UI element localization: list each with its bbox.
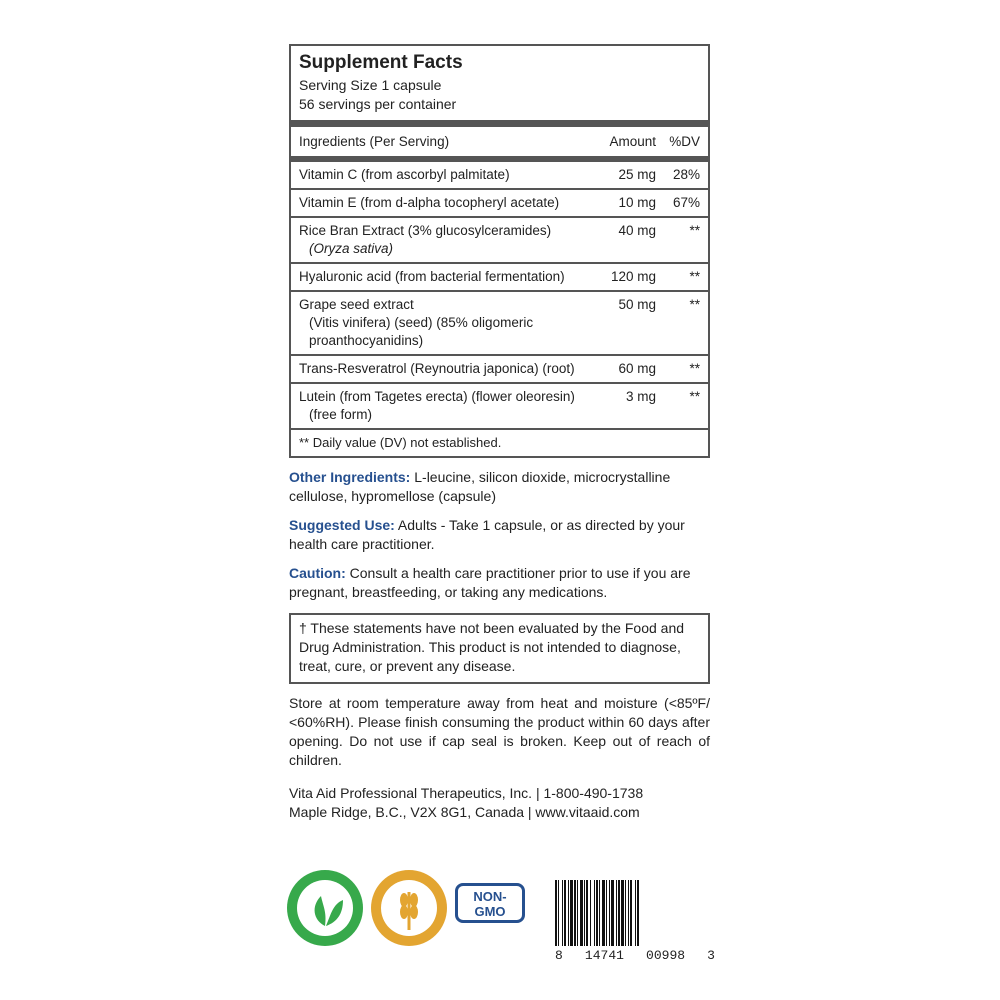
ingredient-name: Hyaluronic acid (from bacterial fermentation) (299, 269, 565, 284)
gluten-free-badge-icon (371, 870, 447, 946)
other-ingredients-label: Other Ingredients: (289, 469, 411, 485)
header-dv: %DV (669, 134, 700, 149)
ingredient-name: Rice Bran Extract (3% glucosylceramides) (299, 223, 552, 238)
vegan-badge-icon (287, 870, 363, 946)
barcode-digit-2: 14741 (584, 948, 624, 963)
ingredient-row (291, 264, 708, 292)
ingredient-sub: (Oryza sativa) (309, 241, 394, 256)
facts-title: Supplement Facts (299, 52, 463, 73)
ingredient-amount: 40 mg (618, 223, 656, 238)
ingredient-dv: ** (689, 223, 700, 238)
ingredient-amount: 3 mg (625, 389, 656, 404)
header-ingredients: Ingredients (Per Serving) (299, 134, 450, 149)
barcode-bar (639, 880, 640, 946)
ingredient-row (291, 292, 708, 356)
suggested-use (289, 516, 710, 554)
ingredient-row (291, 190, 708, 218)
ingredient-name: Vitamin C (from ascorbyl palmitate) (299, 167, 510, 182)
ingredient-row (291, 356, 708, 384)
other-ingredients (289, 468, 710, 506)
ingredient-name: Lutein (from Tagetes erecta) (flower oleoresin) (299, 389, 575, 404)
suggested-use-label: Suggested Use: (289, 517, 395, 533)
company-info (289, 784, 710, 822)
ingredient-amount: 25 mg (618, 167, 656, 182)
thick-divider (291, 120, 708, 127)
ingredient-amount: 60 mg (618, 361, 656, 376)
ingredient-sub: (Vitis vinifera) (seed) (85% oligomeric proanthocyanidins) (309, 315, 534, 348)
other-ingredients-text: L-leucine, silicon dioxide, microcrystalline cellulose, hypromellose (capsule) (289, 469, 671, 504)
header-amount: Amount (609, 134, 656, 149)
ingredient-name: Grape seed extract (299, 297, 414, 312)
storage-instructions: Store at room temperature away from heat and moisture (<85ºF/ <60%RH). Please finish consuming the product within 60 days after opening. Do not use if cap seal is broken. Keep out of reach of children. (289, 695, 710, 768)
ingredient-dv: ** (689, 269, 700, 284)
ingredient-amount: 50 mg (618, 297, 656, 312)
servings-per-container: 56 servings per container (299, 96, 457, 112)
fda-disclaimer: † These statements have not been evaluated by the Food and Drug Administration. This product is not intended to diagnose, treat, cure, or prevent any disease. (289, 613, 710, 684)
ingredient-row (291, 162, 708, 190)
barcode-digit-1: 8 (555, 948, 563, 963)
ingredient-dv: ** (689, 297, 700, 312)
company-line-2: Maple Ridge, B.C., V2X 8G1, Canada | www.vitaaid.com (289, 804, 640, 820)
serving-size: Serving Size 1 capsule (299, 77, 442, 93)
barcode (555, 880, 715, 970)
ingredient-amount: 10 mg (618, 195, 656, 210)
ingredient-dv: ** (689, 389, 700, 404)
ingredient-dv: ** (689, 361, 700, 376)
dv-footnote: ** Daily value (DV) not established. (299, 435, 502, 450)
caution (289, 564, 710, 602)
ingredient-dv: 28% (672, 167, 700, 182)
suggested-use-text: Adults - Take 1 capsule, or as directed by your health care practitioner. (289, 517, 685, 552)
barcode-digit-3: 00998 (646, 948, 686, 963)
ingredient-row (291, 218, 708, 264)
caution-text: Consult a health care practitioner prior to use if you are pregnant, breastfeeding, or taking any medications. (289, 565, 691, 600)
ingredient-sub: (free form) (309, 407, 373, 422)
ingredient-dv: 67% (672, 195, 700, 210)
barcode-digit-4: 3 (707, 948, 715, 963)
supplement-label (289, 44, 710, 822)
company-line-1: Vita Aid Professional Therapeutics, Inc. | 1-800-490-1738 (289, 785, 644, 801)
barcode-bars (555, 880, 715, 946)
certification-badges (287, 870, 525, 946)
supplement-facts-panel (289, 44, 710, 458)
non-gmo-badge-icon (455, 883, 525, 923)
facts-header-row (291, 127, 708, 162)
non-gmo-line-2: GMO (474, 904, 506, 919)
barcode-digits (555, 948, 715, 963)
ingredient-name: Vitamin E (from d-alpha tocopheryl acetate) (299, 195, 560, 210)
caution-label: Caution: (289, 565, 346, 581)
non-gmo-line-1: NON- (473, 889, 507, 904)
ingredient-row (291, 384, 708, 430)
ingredient-name: Trans-Resveratrol (Reynoutria japonica) (root) (299, 361, 575, 376)
ingredient-amount: 120 mg (610, 269, 656, 284)
